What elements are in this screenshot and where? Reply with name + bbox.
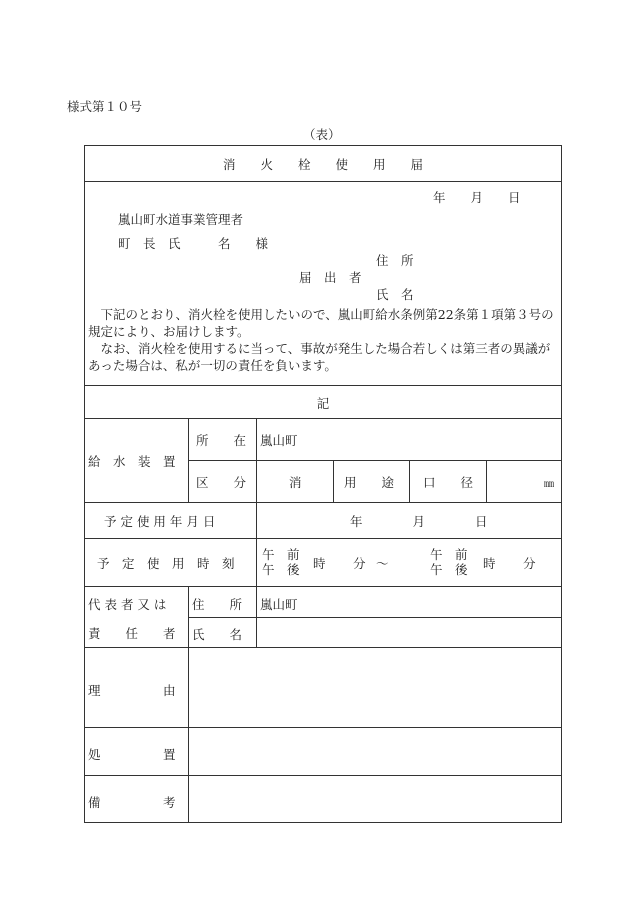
body-paragraph: 下記のとおり、消火栓を使用したいので、嵐山町給水条例第22条第１項第３号の規定により、お届けします。 — [88, 307, 554, 339]
start-hour: 時 — [313, 556, 326, 571]
scheduled-date-label: 予 定 使 用 年 月 日 — [104, 514, 216, 529]
applicant-address-label: 住 所 — [376, 253, 414, 268]
rep-address-label: 住 所 — [192, 597, 243, 612]
applicant-role-label: 届 出 者 — [299, 270, 362, 285]
form-number: 様式第１０号 — [67, 99, 143, 114]
remarks-label: 備 考 — [88, 795, 176, 810]
rep-address-value: 嵐山町 — [260, 597, 298, 612]
rep-name-label: 氏 名 — [192, 627, 243, 642]
divider — [188, 460, 562, 461]
end-pm: 午 後 — [430, 562, 468, 577]
disposal-label: 処 置 — [88, 747, 176, 762]
divider — [188, 418, 189, 502]
divider — [256, 502, 257, 586]
reason-label: 理 由 — [88, 683, 176, 698]
divider — [256, 418, 257, 502]
side-label: （表） — [303, 127, 341, 142]
divider — [409, 460, 410, 502]
divider — [84, 418, 562, 419]
divider — [188, 586, 189, 823]
recipient-name: 町 長 氏 名 様 — [118, 236, 269, 251]
responsible-label: 責 任 者 — [88, 626, 176, 641]
location-label: 所 在 — [196, 433, 247, 448]
category-value: 消 — [289, 475, 302, 490]
representative-label: 代 表 者 又 は — [88, 597, 167, 612]
diameter-unit: ㎜ — [544, 479, 554, 490]
divider — [486, 460, 487, 502]
divider — [84, 586, 562, 587]
divider — [188, 617, 562, 618]
water-device-label: 給 水 装 置 — [88, 454, 176, 469]
diameter-label: 口 径 — [423, 475, 474, 490]
form-title: 消 火 栓 使 用 届 — [222, 157, 423, 172]
start-pm: 午 後 — [262, 562, 300, 577]
date-line: 年 月 日 — [433, 190, 521, 205]
divider — [256, 586, 257, 647]
divider — [333, 460, 334, 502]
recipient-org: 嵐山町水道事業管理者 — [118, 212, 244, 227]
ki-heading: 記 — [316, 396, 330, 411]
end-am: 午 前 — [430, 547, 468, 562]
divider — [84, 775, 562, 776]
scheduled-date-value: 年 月 日 — [350, 514, 488, 529]
scheduled-time-label: 予 定 使 用 時 刻 — [97, 556, 235, 571]
divider — [84, 181, 562, 182]
divider — [84, 538, 562, 539]
applicant-name-label: 氏 名 — [376, 287, 414, 302]
use-label: 用 途 — [344, 475, 395, 490]
category-label: 区 分 — [196, 475, 247, 490]
divider — [84, 502, 562, 503]
location-value: 嵐山町 — [260, 433, 298, 448]
time-range-tilde: ～ — [376, 556, 389, 571]
body-paragraph: なお、消火栓を使用するに当って、事故が発生した場合若しくは第三者の異議があった場合は、私が一切の責任を負います。 — [88, 341, 551, 373]
divider — [84, 727, 562, 728]
start-minute: 分 — [353, 556, 366, 571]
end-minute: 分 — [523, 556, 536, 571]
divider — [84, 385, 562, 386]
end-hour: 時 — [483, 556, 496, 571]
divider — [84, 647, 562, 648]
start-am: 午 前 — [262, 547, 300, 562]
